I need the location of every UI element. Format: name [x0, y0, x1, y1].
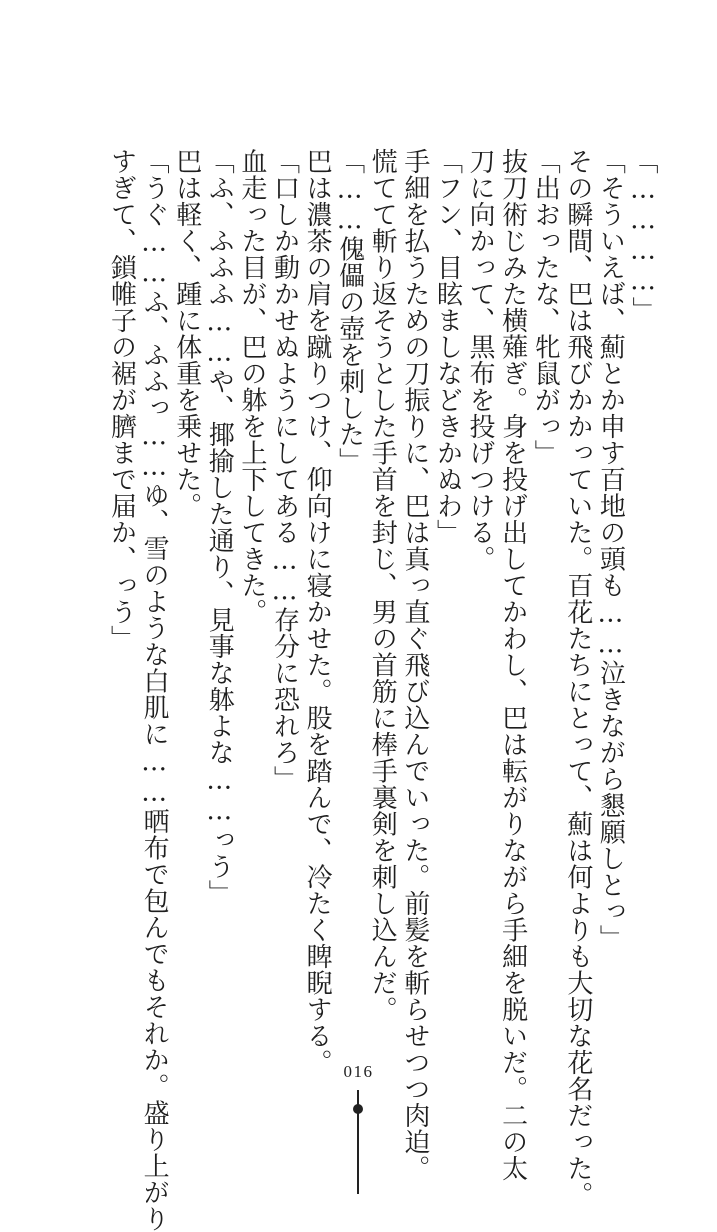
- text-line-17: すぎて、鎖帷子の裾が臍まで届か、っう」: [106, 148, 137, 652]
- text-line-8: 手細を払うための刀振りに、巴は真っ直ぐ飛び込んでいった。前髪を斬らせつつ肉迫。: [399, 148, 430, 1182]
- text-line-14: 「ふ、ふふふ……や、揶揄した通り、見事な躰よな……っう」: [204, 148, 235, 906]
- text-line-4: 「出おったな、牝鼠がっ」: [530, 148, 561, 466]
- text-line-2: 「そういえば、薊とか申す百地の頭も……泣きながら懇願しとっ」: [595, 148, 626, 951]
- text-line-5: 抜刀術じみた横薙ぎ。身を投げ出してかわし、巴は転がりながら手細を脱いだ。二の太: [497, 148, 528, 1182]
- text-line-12: 「口しか動かせぬようにしてある……存分に恐れろ」: [269, 148, 300, 792]
- text-line-11: 巴は濃茶の肩を蹴りつけ、仰向けに寝かせた。股を踏んで、冷たく睥睨する。: [302, 148, 333, 1076]
- text-line-6: 刀に向かって、黒布を投げつける。: [465, 148, 496, 572]
- text-line-3: その瞬間、巴は飛びかかっていた。百花たちにとって、薊は何よりも大切な花名だった。: [562, 148, 593, 1208]
- text-line-10: 「……傀儡の壺を刺した」: [334, 148, 365, 474]
- text-line-13: 血走った目が、巴の躰を上下してきた。: [236, 148, 267, 625]
- text-line-7: 「フン、目眩ましなどきかぬわ」: [432, 148, 463, 546]
- page-number-dot: [353, 1104, 363, 1114]
- text-line-9: 慌てて斬り返そうとした手首を封じ、男の首筋に棒手裏剣を刺し込んだ。: [367, 148, 398, 1023]
- text-line-1: 「…………」: [628, 148, 658, 323]
- text-line-15: 巴は軽く、踵に体重を乗せた。: [171, 148, 202, 519]
- page-number: 016: [343, 1062, 374, 1081]
- text-line-16: 「うぐ……ふ、ふふっ……ゆ、雪のような白肌に……晒布で包んでもそれか。盛り上がり: [139, 148, 170, 1232]
